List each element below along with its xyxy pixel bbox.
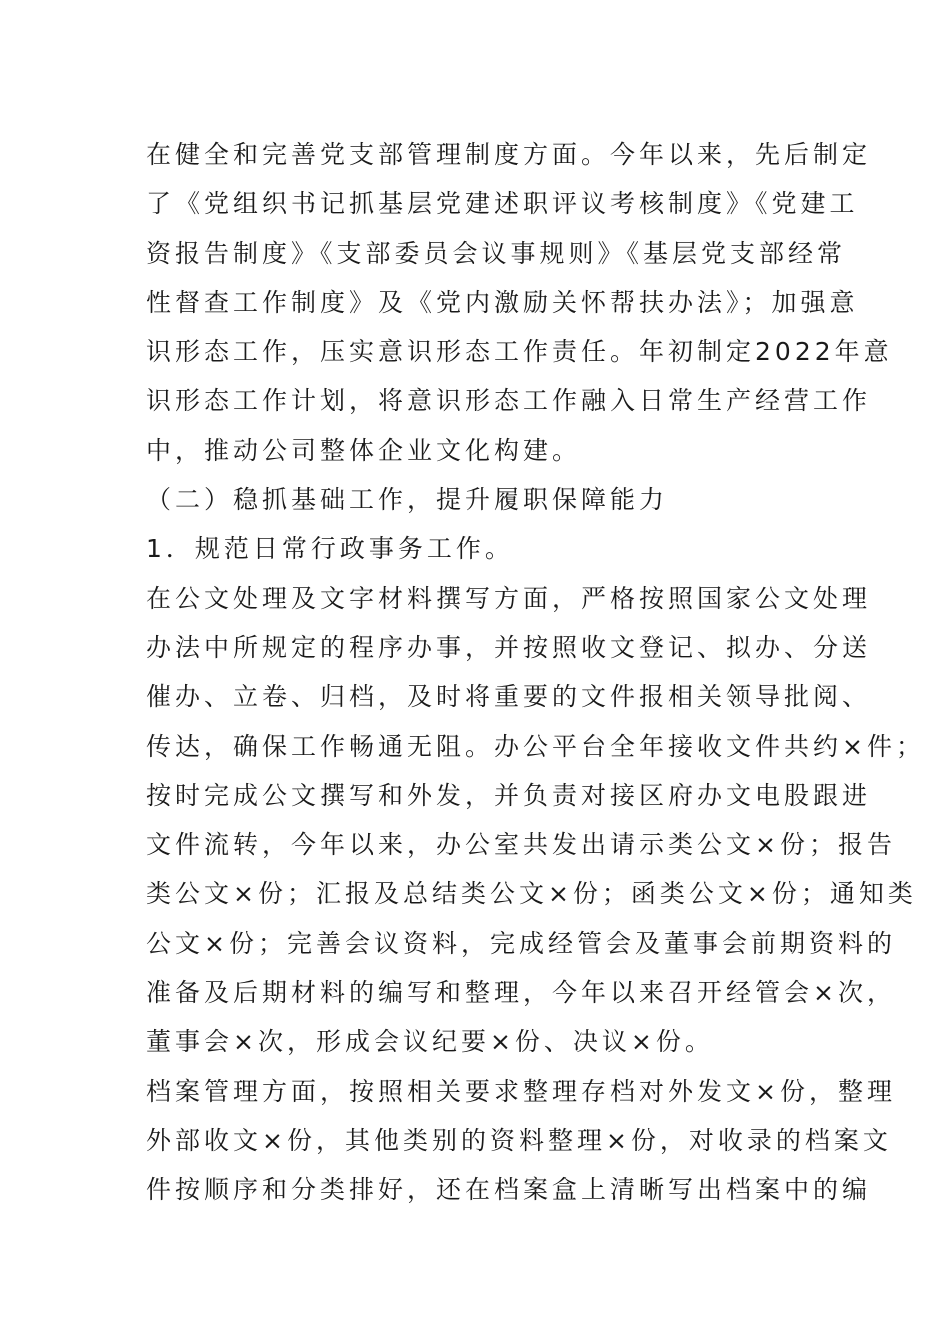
heading-line: （二）稳抓基础工作，提升履职保障能力 [146,485,669,515]
subsection-heading [146,524,846,573]
text-line: 办法中所规定的程序办事，并按照收文登记、拟办、分送 [146,632,872,662]
text-line: 了《党组织书记抓基层党建述职评议考核制度》《党建工 [146,189,859,219]
paragraph-document-handling [146,574,925,1067]
paragraph-party-branch-system [146,130,893,475]
paragraph-archive-management [146,1067,896,1215]
text-line: 外部收文×份，其他类别的资料整理×份，对收录的档案文 [146,1125,892,1155]
text-line: 公文×份；完善会议资料，完成经管会及董事会前期资料的 [146,928,896,958]
heading-line: 1．规范日常行政事务工作。 [146,534,514,564]
text-line: 传达，确保工作畅通无阻。办公平台全年接收文件共约×件； [146,731,925,761]
text-line: 档案管理方面，按照相关要求整理存档对外发文×份，整理 [146,1076,896,1106]
text-line: 识形态工作，压实意识形态工作责任。年初制定2022年意 [146,337,893,367]
text-line: 董事会×次，形成会议纪要×份、决议×份。 [146,1027,714,1057]
text-line: 类公文×份；汇报及总结类公文×份；函类公文×份；通知类 [146,879,917,909]
text-line: 件按顺序和分类排好，还在档案盒上清晰写出档案中的编 [146,1175,872,1205]
text-line: 催办、立卷、归档，及时将重要的文件报相关领导批阅、 [146,682,872,712]
text-line: 性督查工作制度》及《党内激励关怀帮扶办法》；加强意 [146,287,859,317]
section-heading [146,475,846,524]
text-line: 文件流转，今年以来，办公室共发出请示类公文×份；报告 [146,830,896,860]
text-line: 在公文处理及文字材料撰写方面，严格按照国家公文处理 [146,583,872,613]
text-line: 准备及后期材料的编写和整理，今年以来召开经管会×次， [146,978,896,1008]
text-line: 按时完成公文撰写和外发，并负责对接区府办文电股跟进 [146,780,872,810]
text-line: 中，推动公司整体企业文化构建。 [146,435,582,465]
text-line: 资报告制度》《支部委员会议事规则》《基层党支部经常 [146,238,847,268]
text-line: 识形态工作计划，将意识形态工作融入日常生产经营工作 [146,386,872,416]
text-line: 在健全和完善党支部管理制度方面。今年以来，先后制定 [146,140,872,169]
document-body [146,130,925,1215]
